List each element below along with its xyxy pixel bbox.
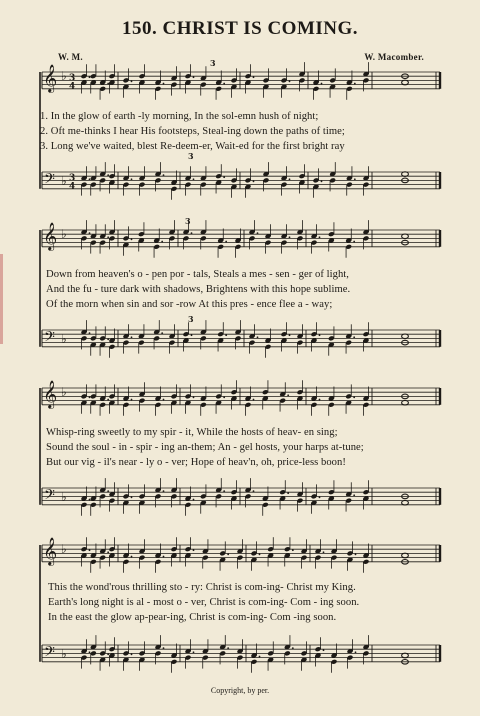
bass-dot (107, 654, 109, 656)
bass-dot (289, 334, 291, 336)
flat-sign-icon: ♭ (61, 542, 67, 556)
treble-dot (193, 397, 195, 399)
treble-dot (163, 556, 165, 558)
treble-dot (193, 76, 195, 78)
flat-sign-icon: ♭ (61, 490, 67, 504)
treble-dot (163, 83, 165, 85)
treble-dot (289, 236, 291, 238)
lyric-line-3-3: But our vig - il's near - ly o - ver; Hope of heav'n, oh, price-less boon! (46, 457, 346, 468)
lyric-line-3-2: Sound the soul - in - spir - ing an-them; An - gel hosts, your harps at-tune; (46, 442, 364, 453)
bass-dot (289, 178, 291, 180)
treble-dot (107, 236, 109, 238)
treble-dot (319, 236, 321, 238)
bass-dot (321, 181, 323, 183)
triplet-mark: 3 (188, 151, 194, 161)
treble-whole-note (402, 80, 409, 85)
bass-dot (355, 651, 357, 653)
lyric-line-4-2: Earth's long night is al - most o - ver, Christ is com-ing- Com - ing soon. (48, 597, 360, 608)
bass-dot (89, 651, 91, 653)
bass-dot (107, 490, 109, 492)
treble-dot (89, 549, 91, 551)
hymn-name: CHRIST IS COMING. (162, 18, 359, 39)
copyright-notice: Copyright, by per. (210, 686, 270, 695)
treble-clef-icon: 𝄞 (43, 537, 58, 565)
treble-dot (353, 397, 355, 399)
treble-dot (225, 241, 227, 243)
time-signature-top: 3 (69, 173, 76, 184)
treble-dot (163, 399, 165, 401)
bass-dot (131, 336, 133, 338)
treble-dot (323, 551, 325, 553)
hymn-number: 150. (121, 18, 158, 39)
triplet-mark: 3 (185, 216, 191, 226)
bass-whole-note (402, 172, 409, 177)
flat-sign-icon: ♭ (61, 69, 67, 83)
treble-whole-note (402, 234, 409, 239)
bass-dot (161, 332, 163, 334)
bass-dot (257, 336, 259, 338)
lyric-line-1-3: 3. Long we've waited, blest Re-deem-er, Wait-ed for the first bright ray (40, 141, 345, 152)
bass-dot (353, 336, 355, 338)
flat-sign-icon: ♭ (61, 385, 67, 399)
treble-dot (131, 399, 133, 401)
triplet-mark: 3 (188, 314, 194, 324)
bass-dot (287, 492, 289, 494)
lyric-line-1-1: 1. In the glow of earth -ly morning, In the sol-emn hush of night; (40, 111, 319, 122)
bass-dot (193, 499, 195, 501)
treble-dot (191, 232, 193, 234)
treble-dot (223, 397, 225, 399)
treble-dot (89, 76, 91, 78)
bass-dot (89, 178, 91, 180)
bass-dot (163, 490, 165, 492)
treble-dot (131, 556, 133, 558)
treble-dot (354, 83, 356, 85)
bass-dot (107, 174, 109, 176)
treble-dot (131, 81, 133, 83)
treble-dot (253, 399, 255, 401)
lyric-line-2-1: Down from heaven's o - pen por - tals, Steals a mes - sen - ger of light, (46, 269, 349, 280)
treble-dot (223, 83, 225, 85)
bass-dot (131, 497, 133, 499)
bass-clef-icon: 𝄢 (44, 644, 55, 664)
flat-sign-icon: ♭ (61, 174, 67, 188)
bass-dot (163, 647, 165, 649)
treble-dot (292, 549, 294, 551)
treble-dot (253, 76, 255, 78)
bass-dot (223, 490, 225, 492)
treble-dot (321, 83, 323, 85)
bass-clef-icon: 𝄢 (44, 171, 55, 191)
time-signature-bottom: 4 (69, 182, 76, 192)
bass-whole-note (402, 334, 409, 339)
bass-dot (259, 656, 261, 658)
treble-dot (107, 83, 109, 85)
bass-dot (354, 178, 356, 180)
treble-dot (107, 399, 109, 401)
treble-dot (289, 81, 291, 83)
bass-dot (223, 176, 225, 178)
bass-dot (89, 499, 91, 501)
treble-clef-icon: 𝄞 (43, 64, 58, 92)
treble-dot (355, 554, 357, 556)
flat-sign-icon: ♭ (61, 332, 67, 346)
bass-dot (319, 497, 321, 499)
bass-dot (253, 181, 255, 183)
treble-whole-note (402, 400, 409, 405)
treble-dot (131, 239, 133, 241)
treble-dot (161, 241, 163, 243)
bass-dot (292, 647, 294, 649)
bass-dot (163, 174, 165, 176)
bass-dot (89, 332, 91, 334)
lyric-line-1-2: 2. Oft me-thinks I hear His footsteps, Steal-ing down the paths of time; (40, 126, 345, 137)
bass-dot (191, 334, 193, 336)
treble-dot (227, 554, 229, 556)
bass-dot (227, 647, 229, 649)
bass-clef-icon: 𝄢 (44, 487, 55, 507)
lyric-line-2-3: Of the morn when sin and sor -row At this pres - ence flee a - way; (46, 299, 333, 310)
bass-dot (353, 494, 355, 496)
time-signature-bottom: 4 (69, 82, 76, 92)
treble-dot (89, 232, 91, 234)
lyric-line-2-2: And the fu - ture dark with shadows, Brightens with this hope sublime. (46, 284, 351, 295)
bass-clef-icon: 𝄢 (44, 329, 55, 349)
bass-dot (319, 334, 321, 336)
flat-sign-icon: ♭ (61, 227, 67, 241)
triplet-mark: 3 (210, 58, 216, 68)
lyric-line-3-1: Whisp-ring sweetly to my spir - it, While the hosts of heav- en sing; (46, 427, 338, 438)
bass-dot (107, 339, 109, 341)
treble-clef-icon: 𝄞 (43, 380, 58, 408)
treble-dot (257, 232, 259, 234)
lyric-line-4-1: This the wond'rous thrilling sto - ry: Christ is com-ing- Christ my King. (48, 582, 356, 593)
flat-sign-icon: ♭ (61, 647, 67, 661)
bass-dot (225, 334, 227, 336)
bass-dot (131, 654, 133, 656)
treble-whole-note (402, 553, 409, 558)
bass-dot (131, 178, 133, 180)
lyric-line-4-3: In the east the glow ap-pear-ing, Christ is com-ing- Com -ing soon. (48, 612, 337, 623)
treble-dot (287, 394, 289, 396)
words-credit: W. M. (58, 52, 83, 62)
treble-dot (107, 551, 109, 553)
time-signature-top: 3 (69, 73, 76, 84)
treble-dot (259, 554, 261, 556)
bass-dot (323, 649, 325, 651)
treble-dot (193, 549, 195, 551)
treble-dot (319, 399, 321, 401)
treble-dot (353, 241, 355, 243)
treble-clef-icon: 𝄞 (43, 222, 58, 250)
bass-whole-note (402, 653, 409, 658)
bass-dot (193, 178, 195, 180)
music-credit: W. Macomber. (364, 52, 424, 62)
bass-dot (193, 651, 195, 653)
treble-dot (89, 397, 91, 399)
bass-dot (253, 490, 255, 492)
bass-whole-note (402, 500, 409, 505)
